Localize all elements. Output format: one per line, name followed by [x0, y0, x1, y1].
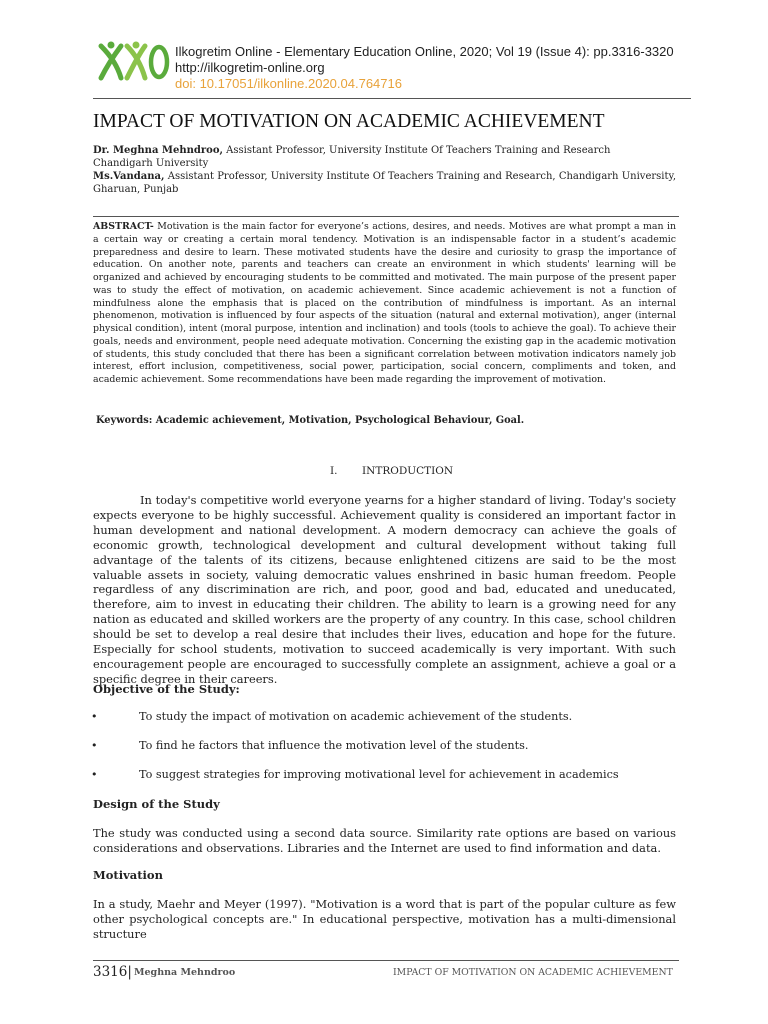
article-doi[interactable]: doi: 10.17051/ilkonline.2020.04.764716	[175, 76, 402, 91]
objective-item: To find he factors that influence the motivation level of the students.	[139, 739, 529, 752]
footer-title: IMPACT OF MOTIVATION ON ACADEMIC ACHIEVEMENT	[393, 967, 673, 978]
ilkogretim-logo-icon	[95, 40, 171, 82]
footer-divider	[93, 960, 679, 961]
author-1-affiliation: Assistant Professor, University Institute Of Teachers Training and Research	[222, 145, 611, 156]
design-heading: Design of the Study	[93, 797, 220, 811]
journal-url[interactable]: http://ilkogretim-online.org	[175, 60, 325, 75]
author-1-affiliation-2: Chandigarh University	[93, 158, 209, 170]
header-divider	[93, 98, 691, 99]
author-2-name: Ms.Vandana,	[93, 171, 165, 182]
section-heading-introduction: INTRODUCTION	[362, 465, 454, 477]
page-number: 3316|	[93, 964, 132, 980]
introduction-paragraph: In today's competitive world everyone yearns for a higher standard of living. Today's society expects everyone to be highly successful. Achievement quality is considered an important factor in human development and national development. A modern democracy can achieve the goals of economic growth, technological development and cultural development without taking full advantage of the talents of its citizens, because enlightened citizens are said to be the most valuable assets in society, valuing democratic values enshrined in basic human freedom. People regardless of any discrimination are rich, and poor, good and bad, educated and uneducated, therefore, aim to invest in educating their children. The ability to learn is a growing need for any nation as educated and skilled workers are the property of any country. In this case, school children should be set to develop a real desire that includes their lives, education and hope for the future. Especially for school students, motivation to succeed academically is very important. With such encouragement people are encouraged to successfully complete an assignment, achieve a goal or a specific degree in their careers.	[93, 493, 676, 686]
motivation-paragraph: In a study, Maehr and Meyer (1997). "Motivation is a word that is part of the popular culture as few other psychological concepts are." In educational perspective, motivation has a multi-dimensional structure	[93, 897, 676, 941]
article-title: IMPACT OF MOTIVATION ON ACADEMIC ACHIEVEMENT	[93, 111, 605, 132]
objective-item: To suggest strategies for improving motivational level for achievement in academics	[139, 768, 619, 781]
design-paragraph: The study was conducted using a second data source. Similarity rate options are based on various considerations and observations. Libraries and the Internet are used to find information and data.	[93, 826, 676, 855]
author-1-name: Dr. Meghna Mehndroo,	[93, 145, 223, 156]
bullet-icon: •	[91, 768, 98, 781]
journal-citation: Ilkogretim Online - Elementary Education Online, 2020; Vol 19 (Issue 4): pp.3316-3320	[175, 44, 674, 59]
keywords: Keywords: Academic achievement, Motivation, Psychological Behaviour, Goal.	[96, 415, 525, 426]
section-number: I.	[330, 465, 338, 477]
abstract-label: ABSTRACT-	[93, 221, 154, 232]
abstract-text: Motivation is the main factor for everyone’s actions, desires, and needs. Motives are what prompt a man in a certain way or creating a certain moral tendency. Motivation is an indispensable factor in a student’s academic preparedness and desire to learn. These motivated students have the desire and curiosity to grasp the importance of education. On another note, parents and teachers can create an environment in which students' learning will be organized and achieved by encouraging students to be committed and motivated. The main purpose of the present paper was to study the effect of motivation, on academic achievement. Since academic achievement is not a function of mindfulness alone the emphasis that is placed on the contribution of mindfulness is important. As an internal phenomenon, motivation is influenced by four aspects of the situation (natural and external motivation), anger (internal physical condition), intent (moral purpose, intention and inclination) and tools (tools to achieve the goal). To achieve their goals, needs and environment, people need adequate motivation. Concerning the existing gap in the academic motivation of students, this study concluded that there has been a significant correlation between motivation indicators namely job interest, effort inclusion, competitiveness, social power, participation, social concern, compliments and token, and academic achievement. Some recommendations have been made regarding the improvement of motivation.	[93, 221, 676, 385]
author-2-affiliation: Assistant Professor, University Institute Of Teachers Training and Research, Chandigarh University, Gharuan, Punjab	[93, 171, 676, 196]
motivation-heading: Motivation	[93, 868, 163, 882]
abstract	[93, 221, 676, 387]
author-2	[93, 170, 676, 196]
author-1	[93, 144, 676, 170]
bullet-icon: •	[91, 710, 98, 723]
bullet-icon: •	[91, 739, 98, 752]
objective-heading: Objective of the Study:	[93, 682, 240, 696]
objective-item: To study the impact of motivation on academic achievement of the students.	[139, 710, 573, 723]
abstract-divider	[93, 216, 679, 217]
footer-author: Meghna Mehndroo	[134, 967, 236, 978]
